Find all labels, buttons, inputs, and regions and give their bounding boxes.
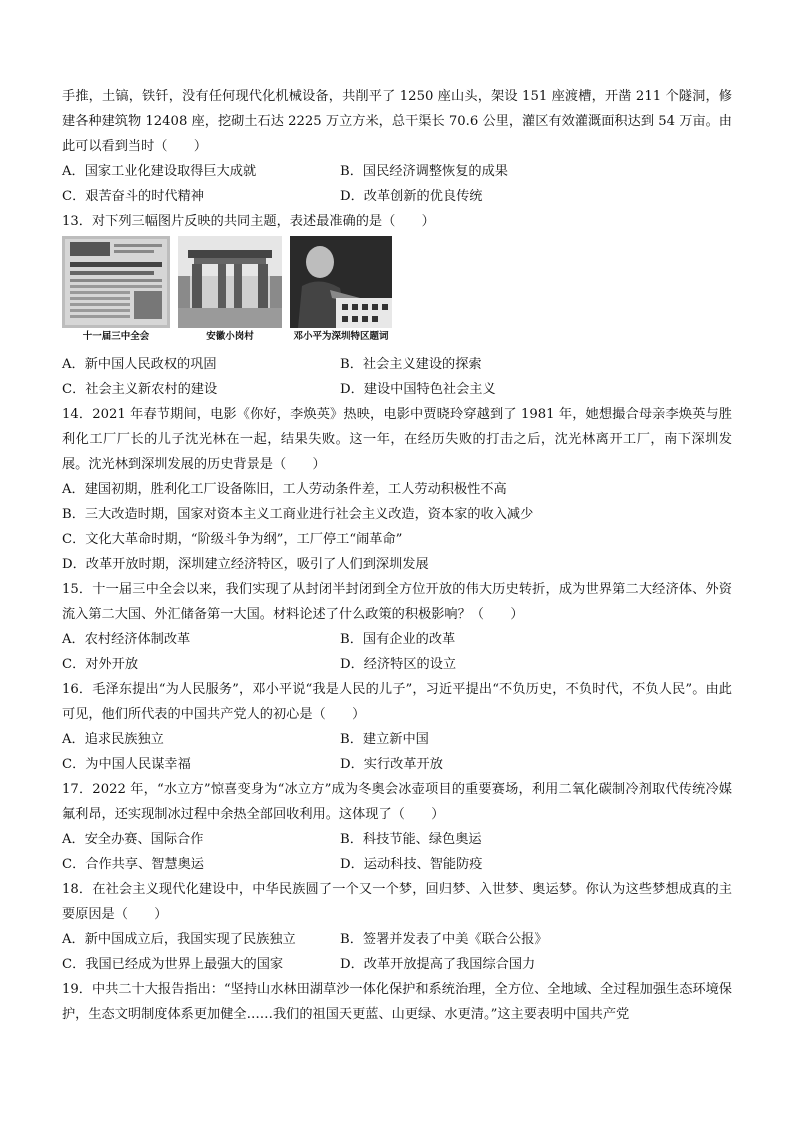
q14-stem: 14．2021 年春节期间，电影《你好，李焕英》热映，电影中贾晓玲穿越到了 1981 年，她想撮合母亲李焕英与胜利化工厂厂长的儿子沈光林在一起，结果失败。这一年，在经历失败的打击之后，沈光林离开工厂，南下深圳发展。沈光林到深圳发展的历史背景是（ ） bbox=[62, 407, 732, 472]
q12-options bbox=[62, 159, 732, 209]
q16-option-d[interactable]: D．实行改革开放 bbox=[340, 757, 443, 772]
q18-option-c[interactable]: C．我国已经成为世界上最强大的国家 bbox=[62, 957, 284, 972]
q15-stem: 15．十一届三中全会以来，我们实现了从封闭半封闭到全方位开放的伟大历史转折，成为世界第二大经济体、外资流入第二大国、外汇储备第一大国。材料论述了什么政策的积极影响？（ ） bbox=[62, 582, 732, 622]
q15-option-d[interactable]: D．经济特区的设立 bbox=[340, 657, 457, 672]
q18-options bbox=[62, 927, 732, 977]
q14-option-d[interactable]: D．改革开放时期，深圳建立经济特区，吸引了人们到深圳发展 bbox=[62, 557, 429, 572]
q18-option-d[interactable]: D．改革开放提高了我国综合国力 bbox=[340, 957, 536, 972]
q18-stem: 18．在社会主义现代化建设中，中华民族圆了一个又一个梦，回归梦、入世梦、奥运梦。你认为这些梦想成真的主要原因是（ ） bbox=[62, 882, 732, 922]
q12-option-a[interactable]: A．国家工业化建设取得巨大成就 bbox=[62, 164, 257, 179]
q16-option-c[interactable]: C．为中国人民谋幸福 bbox=[62, 757, 191, 772]
q17-option-c[interactable]: C．合作共享、智慧奥运 bbox=[62, 857, 204, 872]
q15-option-b[interactable]: B．国有企业的改革 bbox=[340, 632, 456, 647]
calligraphy-photo-icon bbox=[290, 236, 392, 328]
q13-option-d[interactable]: D．建设中国特色社会主义 bbox=[340, 382, 496, 397]
q15-options bbox=[62, 627, 732, 677]
picture-third-plenum bbox=[62, 236, 170, 344]
q17-option-a[interactable]: A．安全办赛、国际合作 bbox=[62, 832, 204, 847]
q18-option-b[interactable]: B．签署并发表了中美《联合公报》 bbox=[340, 932, 548, 947]
q16-options bbox=[62, 727, 732, 777]
newspaper-photo-icon bbox=[62, 236, 170, 328]
q13-option-b[interactable]: B．社会主义建设的探索 bbox=[340, 357, 482, 372]
caption-third-plenum: 十一届三中全会 bbox=[82, 331, 150, 342]
q12-option-d[interactable]: D．改革创新的优良传统 bbox=[340, 189, 483, 204]
q16-stem: 16．毛泽东提出“为人民服务”，邓小平说“我是人民的儿子”，习近平提出“不负历史，不负时代，不负人民”。由此可见，他们所代表的中国共产党人的初心是（ ） bbox=[62, 682, 732, 722]
q13-options bbox=[62, 352, 732, 402]
picture-xiaogang-village bbox=[178, 236, 282, 344]
q14-option-c[interactable]: C．文化大革命时期，“阶级斗争为纲”，工厂停工“闹革命” bbox=[62, 532, 403, 547]
q15-option-a[interactable]: A．农村经济体制改革 bbox=[62, 632, 191, 647]
q19-stem: 19．中共二十大报告指出：“坚持山水林田湖草沙一体化保护和系统治理，全方位、全地域、全过程加强生态环境保护，生态文明制度体系更加健全……我们的祖国天更蓝、山更绿、水更清。”这主要表明中国共产党 bbox=[62, 982, 732, 1022]
q17-options bbox=[62, 827, 732, 877]
q13-option-c[interactable]: C．社会主义新农村的建设 bbox=[62, 382, 218, 397]
q14-options bbox=[62, 477, 732, 577]
picture-deng-calligraphy bbox=[290, 236, 392, 344]
q17-stem: 17．2022 年，“水立方”惊喜变身为“冰立方”成为冬奥会冰壶项目的重要赛场，利用二氧化碳制冷剂取代传统冷媒氟利昂，还实现制冰过程中余热全部回收利用。这体现了（ ） bbox=[62, 782, 732, 822]
caption-xiaogang-village: 安徽小岗村 bbox=[206, 331, 254, 342]
q12-stem: 手推，土镐，铁钎，没有任何现代化机械设备，共削平了 1250 座山头，架设 151 座渡槽，开凿 211 个隧洞，修建各种建筑物 12408 座，挖砌土石达 2225 万立方米，总干渠长 70.6 公里，灌区有效灌溉面积达到 54 万亩。由此可以看到当时（ ） bbox=[62, 89, 732, 154]
q13-option-a[interactable]: A．新中国人民政权的巩固 bbox=[62, 357, 217, 372]
q14-option-a[interactable]: A．建国初期，胜利化工厂设备陈旧，工人劳动条件差，工人劳动积极性不高 bbox=[62, 482, 507, 497]
q16-option-b[interactable]: B．建立新中国 bbox=[340, 732, 429, 747]
q14-option-b[interactable]: B．三大改造时期，国家对资本主义工商业进行社会主义改造，资本家的收入减少 bbox=[62, 507, 534, 522]
memorial-gate-photo-icon bbox=[178, 236, 282, 328]
q13-stem: 13．对下列三幅图片反映的共同主题，表述最准确的是（ ） bbox=[62, 214, 435, 229]
q18-option-a[interactable]: A．新中国成立后，我国实现了民族独立 bbox=[62, 932, 296, 947]
q17-option-d[interactable]: D．运动科技、智能防疫 bbox=[340, 857, 483, 872]
q16-option-a[interactable]: A．追求民族独立 bbox=[62, 732, 164, 747]
q17-option-b[interactable]: B．科技节能、绿色奥运 bbox=[340, 832, 482, 847]
caption-deng-calligraphy: 邓小平为深圳特区题词 bbox=[293, 331, 389, 342]
q13-pictures bbox=[62, 236, 732, 348]
q12-option-c[interactable]: C．艰苦奋斗的时代精神 bbox=[62, 189, 204, 204]
q12-option-b[interactable]: B．国民经济调整恢复的成果 bbox=[340, 164, 508, 179]
exam-page bbox=[62, 84, 732, 1027]
q15-option-c[interactable]: C．对外开放 bbox=[62, 657, 139, 672]
